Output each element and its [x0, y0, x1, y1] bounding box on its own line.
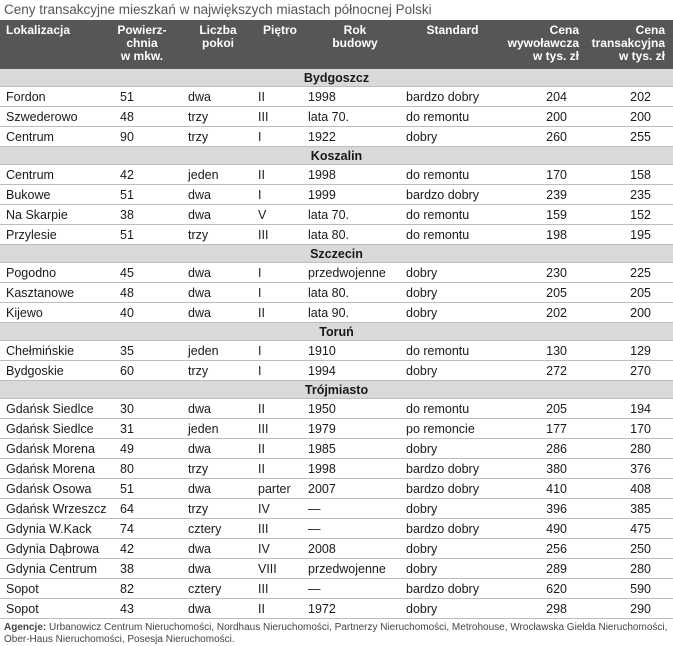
cell-asking-price: 130 [501, 341, 587, 361]
cell-year: 1998 [306, 165, 404, 185]
cell-asking-price: 239 [501, 185, 587, 205]
cell-floor: III [254, 579, 306, 599]
cell-location: Gdańsk Siedlce [0, 399, 102, 419]
cell-year: 1994 [306, 361, 404, 381]
cell-standard: do remontu [404, 225, 501, 245]
cell-floor: I [254, 185, 306, 205]
cell-area: 38 [102, 559, 182, 579]
cell-standard: dobry [404, 439, 501, 459]
cell-year: 1998 [306, 87, 404, 107]
cell-year: — [306, 499, 404, 519]
cell-asking-price: 200 [501, 107, 587, 127]
cell-location: Centrum [0, 127, 102, 147]
table-body [0, 69, 673, 619]
cell-location: Chełmińskie [0, 341, 102, 361]
cell-rooms: jeden [182, 341, 254, 361]
cell-transaction-price: 202 [587, 87, 673, 107]
cell-location: Gdynia Dąbrowa [0, 539, 102, 559]
cell-standard: bardzo dobry [404, 87, 501, 107]
header-line: Cena [549, 23, 579, 37]
table-row [0, 579, 673, 599]
cell-rooms: dwa [182, 303, 254, 323]
cell-asking-price: 159 [501, 205, 587, 225]
cell-year: 1998 [306, 459, 404, 479]
cell-area: 51 [102, 87, 182, 107]
cell-rooms: trzy [182, 127, 254, 147]
cell-area: 49 [102, 439, 182, 459]
table-row [0, 283, 673, 303]
cell-rooms: jeden [182, 165, 254, 185]
cell-floor: II [254, 439, 306, 459]
cell-year: lata 70. [306, 107, 404, 127]
cell-rooms: trzy [182, 361, 254, 381]
cell-area: 40 [102, 303, 182, 323]
cell-floor: IV [254, 499, 306, 519]
cell-standard: dobry [404, 539, 501, 559]
cell-asking-price: 256 [501, 539, 587, 559]
table-title: Ceny transakcyjne mieszkań w największych miastach północnej Polski [4, 2, 432, 17]
table-row [0, 263, 673, 283]
cell-floor: III [254, 419, 306, 439]
cell-transaction-price: 200 [587, 107, 673, 127]
city-name: Koszalin [0, 147, 673, 165]
header-area [102, 20, 182, 69]
header-transaction-price [587, 20, 673, 69]
cell-transaction-price: 290 [587, 599, 673, 619]
cell-year: — [306, 579, 404, 599]
cell-location: Kijewo [0, 303, 102, 323]
cell-asking-price: 198 [501, 225, 587, 245]
cell-location: Gdańsk Wrzeszcz [0, 499, 102, 519]
cell-transaction-price: 194 [587, 399, 673, 419]
cell-location: Bukowe [0, 185, 102, 205]
city-group-row [0, 323, 673, 341]
cell-floor: III [254, 519, 306, 539]
table-row [0, 499, 673, 519]
cell-rooms: dwa [182, 539, 254, 559]
cell-transaction-price: 205 [587, 283, 673, 303]
table-row [0, 205, 673, 225]
cell-location: Przylesie [0, 225, 102, 245]
cell-transaction-price: 590 [587, 579, 673, 599]
cell-year: przedwojenne [306, 263, 404, 283]
cell-rooms: dwa [182, 439, 254, 459]
header-asking-price [501, 20, 587, 69]
cell-standard: dobry [404, 303, 501, 323]
cell-location: Gdańsk Morena [0, 439, 102, 459]
cell-year: 2008 [306, 539, 404, 559]
header-line: Standard [426, 23, 479, 37]
cell-standard: dobry [404, 599, 501, 619]
cell-floor: V [254, 205, 306, 225]
header-year [306, 20, 404, 69]
cell-rooms: dwa [182, 87, 254, 107]
footer-sources [0, 619, 673, 646]
cell-floor: II [254, 599, 306, 619]
cell-area: 64 [102, 499, 182, 519]
cell-location: Gdańsk Morena [0, 459, 102, 479]
table-row [0, 479, 673, 499]
cell-floor: I [254, 361, 306, 381]
city-group-row [0, 245, 673, 263]
cell-standard: bardzo dobry [404, 579, 501, 599]
cell-rooms: jeden [182, 419, 254, 439]
table-row [0, 185, 673, 205]
cell-area: 74 [102, 519, 182, 539]
cell-year: lata 80. [306, 225, 404, 245]
cell-transaction-price: 408 [587, 479, 673, 499]
cell-transaction-price: 270 [587, 361, 673, 381]
cell-year: lata 80. [306, 283, 404, 303]
city-name: Bydgoszcz [0, 69, 673, 87]
cell-location: Bydgoskie [0, 361, 102, 381]
table-row [0, 419, 673, 439]
cell-asking-price: 202 [501, 303, 587, 323]
cell-year: lata 90. [306, 303, 404, 323]
cell-standard: dobry [404, 283, 501, 303]
cell-year: 1999 [306, 185, 404, 205]
cell-asking-price: 177 [501, 419, 587, 439]
cell-area: 38 [102, 205, 182, 225]
header-line: Rok [343, 23, 367, 37]
footer-label: Agencje: [4, 622, 47, 633]
cell-transaction-price: 280 [587, 559, 673, 579]
cell-asking-price: 286 [501, 439, 587, 459]
header-line: Liczba [199, 23, 237, 37]
header-floor [254, 20, 306, 69]
cell-rooms: trzy [182, 225, 254, 245]
table-row [0, 399, 673, 419]
cell-standard: do remontu [404, 399, 501, 419]
cell-location: Sopot [0, 599, 102, 619]
cell-transaction-price: 280 [587, 439, 673, 459]
cell-asking-price: 205 [501, 283, 587, 303]
cell-asking-price: 490 [501, 519, 587, 539]
cell-standard: bardzo dobry [404, 459, 501, 479]
header-line: wywoławcza [507, 36, 579, 50]
cell-standard: dobry [404, 499, 501, 519]
cell-standard: do remontu [404, 205, 501, 225]
cell-rooms: dwa [182, 559, 254, 579]
cell-transaction-price: 195 [587, 225, 673, 245]
cell-floor: I [254, 127, 306, 147]
cell-year: 1979 [306, 419, 404, 439]
cell-year: przedwojenne [306, 559, 404, 579]
cell-location: Centrum [0, 165, 102, 185]
cell-floor: I [254, 263, 306, 283]
cell-standard: dobry [404, 559, 501, 579]
cell-year: — [306, 519, 404, 539]
cell-floor: II [254, 399, 306, 419]
cell-transaction-price: 170 [587, 419, 673, 439]
city-name: Toruń [0, 323, 673, 341]
cell-floor: II [254, 459, 306, 479]
table-row [0, 165, 673, 185]
cell-standard: dobry [404, 127, 501, 147]
cell-area: 51 [102, 225, 182, 245]
cell-location: Gdańsk Osowa [0, 479, 102, 499]
cell-asking-price: 410 [501, 479, 587, 499]
cell-rooms: dwa [182, 263, 254, 283]
cell-area: 51 [102, 479, 182, 499]
cell-rooms: dwa [182, 205, 254, 225]
header-line: budowy [332, 36, 378, 50]
cell-rooms: dwa [182, 399, 254, 419]
header-line: Powierz- [117, 23, 167, 37]
cell-area: 31 [102, 419, 182, 439]
cell-floor: III [254, 107, 306, 127]
table-row [0, 539, 673, 559]
table-row [0, 519, 673, 539]
table-row [0, 439, 673, 459]
cell-asking-price: 396 [501, 499, 587, 519]
cell-floor: I [254, 341, 306, 361]
cell-location: Sopot [0, 579, 102, 599]
city-group-row [0, 69, 673, 87]
cell-area: 43 [102, 599, 182, 619]
cell-transaction-price: 250 [587, 539, 673, 559]
cell-floor: IV [254, 539, 306, 559]
cell-standard: dobry [404, 263, 501, 283]
cell-year: 1950 [306, 399, 404, 419]
header-row [0, 20, 673, 69]
cell-standard: do remontu [404, 341, 501, 361]
header-line: pokoi [202, 36, 234, 50]
price-table [0, 20, 673, 619]
cell-asking-price: 204 [501, 87, 587, 107]
cell-rooms: trzy [182, 107, 254, 127]
cell-area: 51 [102, 185, 182, 205]
table-row [0, 107, 673, 127]
cell-asking-price: 620 [501, 579, 587, 599]
cell-asking-price: 380 [501, 459, 587, 479]
header-line: Piętro [262, 23, 297, 37]
cell-floor: II [254, 303, 306, 323]
cell-area: 42 [102, 165, 182, 185]
cell-transaction-price: 158 [587, 165, 673, 185]
cell-asking-price: 289 [501, 559, 587, 579]
header-line: Cena [635, 23, 665, 37]
table-row [0, 341, 673, 361]
cell-floor: III [254, 225, 306, 245]
table-row [0, 225, 673, 245]
cell-standard: bardzo dobry [404, 185, 501, 205]
header-standard [404, 20, 501, 69]
cell-asking-price: 230 [501, 263, 587, 283]
table-row [0, 559, 673, 579]
cell-floor: II [254, 165, 306, 185]
cell-transaction-price: 200 [587, 303, 673, 323]
header-line: Lokalizacja [6, 23, 71, 37]
cell-location: Gdynia Centrum [0, 559, 102, 579]
cell-standard: dobry [404, 361, 501, 381]
cell-transaction-price: 152 [587, 205, 673, 225]
cell-asking-price: 205 [501, 399, 587, 419]
cell-area: 48 [102, 283, 182, 303]
header-line: w mkw. [120, 49, 164, 63]
cell-standard: po remoncie [404, 419, 501, 439]
cell-rooms: cztery [182, 579, 254, 599]
cell-year: lata 70. [306, 205, 404, 225]
cell-area: 80 [102, 459, 182, 479]
cell-area: 48 [102, 107, 182, 127]
cell-area: 35 [102, 341, 182, 361]
header-line: w tys. zł [618, 49, 665, 63]
table-row [0, 599, 673, 619]
cell-year: 2007 [306, 479, 404, 499]
cell-location: Gdynia W.Kack [0, 519, 102, 539]
cell-floor: parter [254, 479, 306, 499]
city-group-row [0, 147, 673, 165]
cell-area: 90 [102, 127, 182, 147]
cell-area: 42 [102, 539, 182, 559]
cell-transaction-price: 225 [587, 263, 673, 283]
cell-transaction-price: 129 [587, 341, 673, 361]
cell-transaction-price: 255 [587, 127, 673, 147]
cell-location: Pogodno [0, 263, 102, 283]
cell-rooms: trzy [182, 459, 254, 479]
city-name: Trójmiasto [0, 381, 673, 399]
footer-text: Urbanowicz Centrum Nieruchomości, Nordhaus Nieruchomości, Partnerzy Nieruchomości, Metrohouse, Wrocławska Giełda Nieruchomości, Ober-Haus Nieruchomości, Posesja Nieruchomości. [4, 622, 668, 645]
table-row [0, 459, 673, 479]
cell-rooms: trzy [182, 499, 254, 519]
cell-area: 30 [102, 399, 182, 419]
cell-standard: bardzo dobry [404, 519, 501, 539]
header-line: chnia [126, 36, 158, 50]
header-rooms [182, 20, 254, 69]
cell-year: 1910 [306, 341, 404, 361]
table-row [0, 361, 673, 381]
cell-location: Kasztanowe [0, 283, 102, 303]
cell-transaction-price: 475 [587, 519, 673, 539]
city-group-row [0, 381, 673, 399]
cell-standard: do remontu [404, 165, 501, 185]
table-row [0, 87, 673, 107]
cell-location: Na Skarpie [0, 205, 102, 225]
cell-location: Gdańsk Siedlce [0, 419, 102, 439]
header-line: w tys. zł [532, 49, 579, 63]
cell-floor: VIII [254, 559, 306, 579]
cell-rooms: dwa [182, 283, 254, 303]
cell-floor: II [254, 87, 306, 107]
cell-transaction-price: 385 [587, 499, 673, 519]
table-row [0, 127, 673, 147]
cell-year: 1972 [306, 599, 404, 619]
cell-rooms: cztery [182, 519, 254, 539]
header-line: transakcyjna [591, 36, 665, 50]
header-location [0, 20, 102, 69]
cell-transaction-price: 376 [587, 459, 673, 479]
cell-rooms: dwa [182, 599, 254, 619]
cell-year: 1985 [306, 439, 404, 459]
city-name: Szczecin [0, 245, 673, 263]
cell-area: 45 [102, 263, 182, 283]
cell-transaction-price: 235 [587, 185, 673, 205]
cell-asking-price: 298 [501, 599, 587, 619]
cell-standard: bardzo dobry [404, 479, 501, 499]
cell-rooms: dwa [182, 185, 254, 205]
cell-location: Fordon [0, 87, 102, 107]
cell-year: 1922 [306, 127, 404, 147]
cell-location: Szwederowo [0, 107, 102, 127]
table-row [0, 303, 673, 323]
cell-rooms: dwa [182, 479, 254, 499]
cell-asking-price: 170 [501, 165, 587, 185]
cell-area: 60 [102, 361, 182, 381]
cell-asking-price: 272 [501, 361, 587, 381]
cell-asking-price: 260 [501, 127, 587, 147]
cell-area: 82 [102, 579, 182, 599]
cell-standard: do remontu [404, 107, 501, 127]
cell-floor: I [254, 283, 306, 303]
